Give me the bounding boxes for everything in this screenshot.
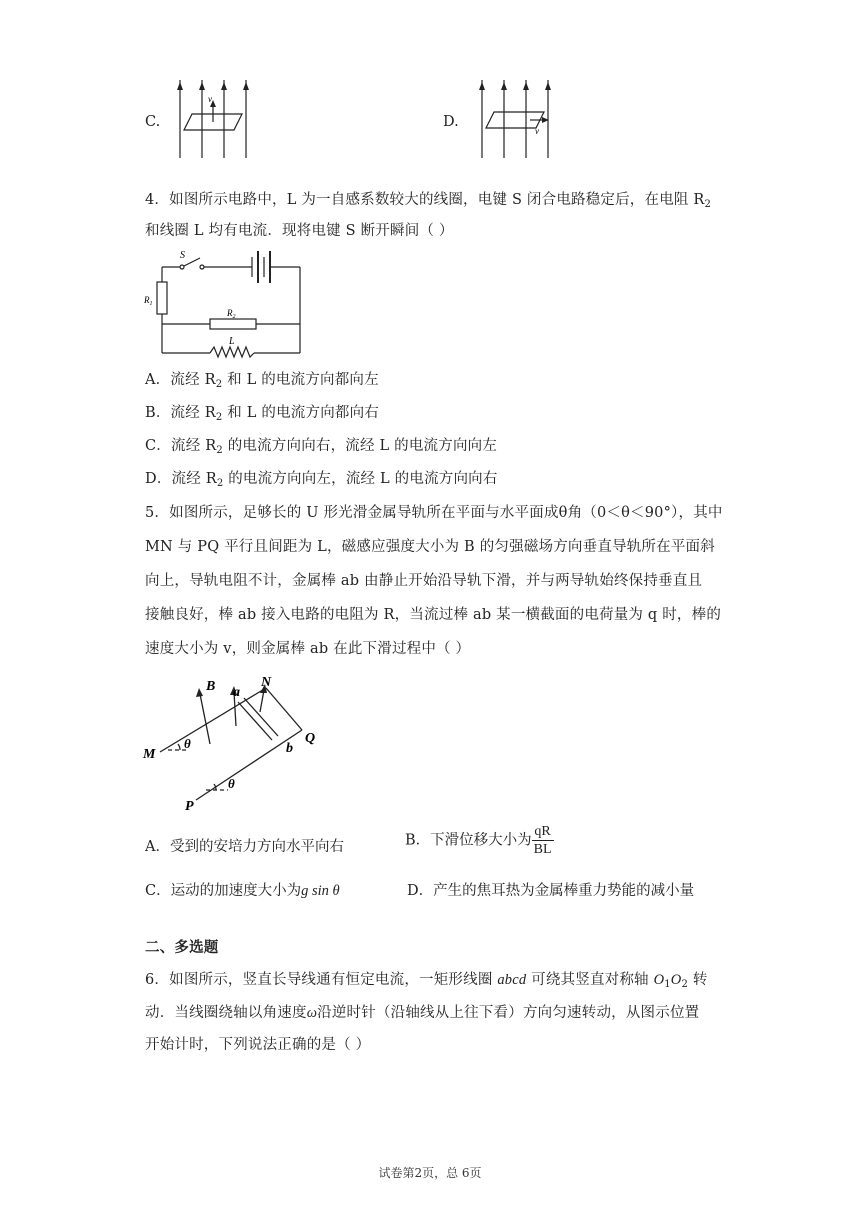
svg-text:θ: θ xyxy=(228,776,235,791)
q4-option-c[interactable]: C．流经 $R_2$ 的电流方向向右，流经 L 的电流方向向左 xyxy=(145,438,498,456)
svg-text:N: N xyxy=(261,675,272,690)
svg-text:R1: $R_1$ xyxy=(144,295,153,307)
option-c-figure xyxy=(172,78,262,160)
svg-text:v: v xyxy=(535,126,539,136)
q5-stem-line3: 向上，导轨电阻不计，金属棒 ab 由静止开始沿导轨下滑，并与两导轨始终保持垂直且 xyxy=(145,573,703,589)
q4-circuit-diagram xyxy=(140,245,310,360)
svg-text:M: M xyxy=(143,747,156,762)
q6-stem-line2: 动．当线圈绕轴以角速度ω沿逆时针（沿轴线从上往下看）方向匀速转动，从图示位置 xyxy=(145,1005,700,1021)
q5-option-a[interactable]: A．受到的安培力方向水平向右 xyxy=(145,839,344,855)
q4-stem-line2: 和线圈 L 均有电流．现将电键 S 断开瞬间（ ） xyxy=(145,223,454,239)
option-d-figure xyxy=(472,78,562,160)
svg-text:θ: θ xyxy=(184,736,191,751)
svg-text:S: S xyxy=(180,250,185,261)
q6-stem-line1: 6．如图所示，竖直长导线通有恒定电流，一矩形线圈 abcd 可绕其竖直对称轴 $O_1O_2$ 转 xyxy=(145,972,708,990)
q5-stem-line5: 速度大小为 v，则金属棒 ab 在此下滑过程中（ ） xyxy=(145,641,471,657)
q5-stem-line4: 接触良好，棒 ab 接入电路的电阻为 R，当流过棒 ab 某一横截面的电荷量为 q 时，棒的 xyxy=(145,607,722,623)
q5-option-d[interactable]: D．产生的焦耳热为金属棒重力势能的减小量 xyxy=(407,883,695,899)
q5-stem-line1: 5．如图所示，足够长的 U 形光滑金属导轨所在平面与水平面成θ角（0＜θ＜90°），其中 xyxy=(145,505,723,521)
option-d-label: D. xyxy=(443,114,459,130)
svg-text:a: a xyxy=(233,685,240,700)
svg-text:L: L xyxy=(229,336,235,347)
q4-option-d[interactable]: D．流经 $R_2$ 的电流方向向左，流经 L 的电流方向向右 xyxy=(145,471,498,489)
q5-rail-diagram xyxy=(140,668,340,816)
q5-stem-line2: MN 与 PQ 平行且间距为 L，磁感应强度大小为 B 的匀强磁场方向垂直导轨所在平面斜 xyxy=(145,539,715,555)
q5-option-b-fraction: $\frac{qR}{BL}$ xyxy=(533,824,552,857)
section-title-multiple-choice: 二、多选题 xyxy=(145,939,219,956)
q4-stem-line1: 4．如图所示电路中，L 为一自感系数较大的线圈，电键 S 闭合电路稳定后，在电阻 $R_2$ xyxy=(145,192,712,210)
page-footer: 试卷第2页，总 6页 xyxy=(378,1166,482,1180)
option-c-label: C. xyxy=(145,114,161,130)
q4-option-b[interactable]: B．流经 $R_2$ 和 L 的电流方向都向右 xyxy=(145,405,380,423)
q6-stem-line3: 开始计时，下列说法正确的是（ ） xyxy=(145,1037,371,1053)
svg-text:P: P xyxy=(185,799,194,814)
svg-text:Q: Q xyxy=(305,731,316,746)
q5-option-c[interactable]: C．运动的加速度大小为g sin θ xyxy=(145,883,340,899)
svg-text:b: b xyxy=(286,741,293,756)
svg-text:R2: $R_2$ xyxy=(227,308,236,320)
svg-text:B: B xyxy=(206,679,216,694)
q4-option-a[interactable]: A．流经 $R_2$ 和 L 的电流方向都向左 xyxy=(145,372,379,390)
svg-text:v: v xyxy=(208,94,212,104)
q5-option-b[interactable]: B．下滑位移大小为 $\frac{qR}{BL}$ xyxy=(405,824,552,857)
